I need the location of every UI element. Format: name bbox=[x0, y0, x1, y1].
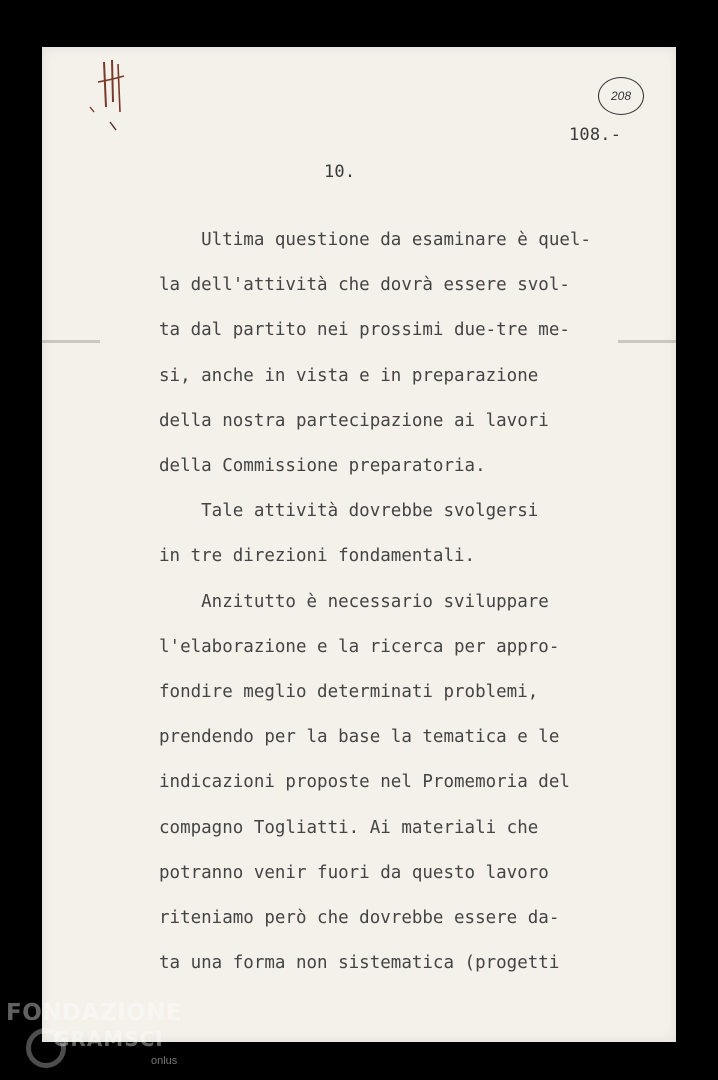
text-line: fondire meglio determinati problemi, bbox=[159, 682, 539, 702]
text-line: ta una forma non sistematica (progetti bbox=[159, 953, 560, 973]
text-line: della nostra partecipazione ai lavori bbox=[159, 411, 549, 431]
text-line: Tale attività dovrebbe svolgersi bbox=[159, 501, 539, 521]
logo-title: FONDAZIONE bbox=[6, 1000, 183, 1026]
archive-stamp: 208 bbox=[598, 77, 644, 115]
fondazione-gramsci-logo bbox=[6, 1000, 181, 1078]
typed-text-body bbox=[42, 47, 676, 1042]
text-line: l'elaborazione e la ricerca per appro- bbox=[159, 637, 560, 657]
text-line: Ultima questione da esaminare è quel- bbox=[159, 230, 591, 250]
text-line: prendendo per la base la tematica e le bbox=[159, 727, 560, 747]
text-line: in tre direzioni fondamentali. bbox=[159, 546, 476, 566]
logo-subtitle: GRAMSCI bbox=[53, 1027, 164, 1051]
text-line: si, anche in vista e in preparazione bbox=[159, 366, 539, 386]
text-line: ta dal partito nei prossimi due-tre me- bbox=[159, 320, 570, 340]
text-line: riteniamo però che dovrebbe essere da- bbox=[159, 908, 560, 928]
text-line: compagno Togliatti. Ai materiali che bbox=[159, 818, 539, 838]
logo-onlus: onlus bbox=[151, 1055, 178, 1067]
document-page bbox=[42, 47, 676, 1042]
text-line: potranno venir fuori da questo lavoro bbox=[159, 863, 549, 883]
text-line: indicazioni proposte nel Promemoria del bbox=[159, 772, 570, 792]
text-line: della Commissione preparatoria. bbox=[159, 456, 486, 476]
section-number: 10. bbox=[324, 162, 356, 182]
text-line: Anzitutto è necessario sviluppare bbox=[159, 592, 549, 612]
page-number: 108.- bbox=[569, 125, 622, 145]
text-line: la dell'attività che dovrà essere svol- bbox=[159, 275, 570, 295]
